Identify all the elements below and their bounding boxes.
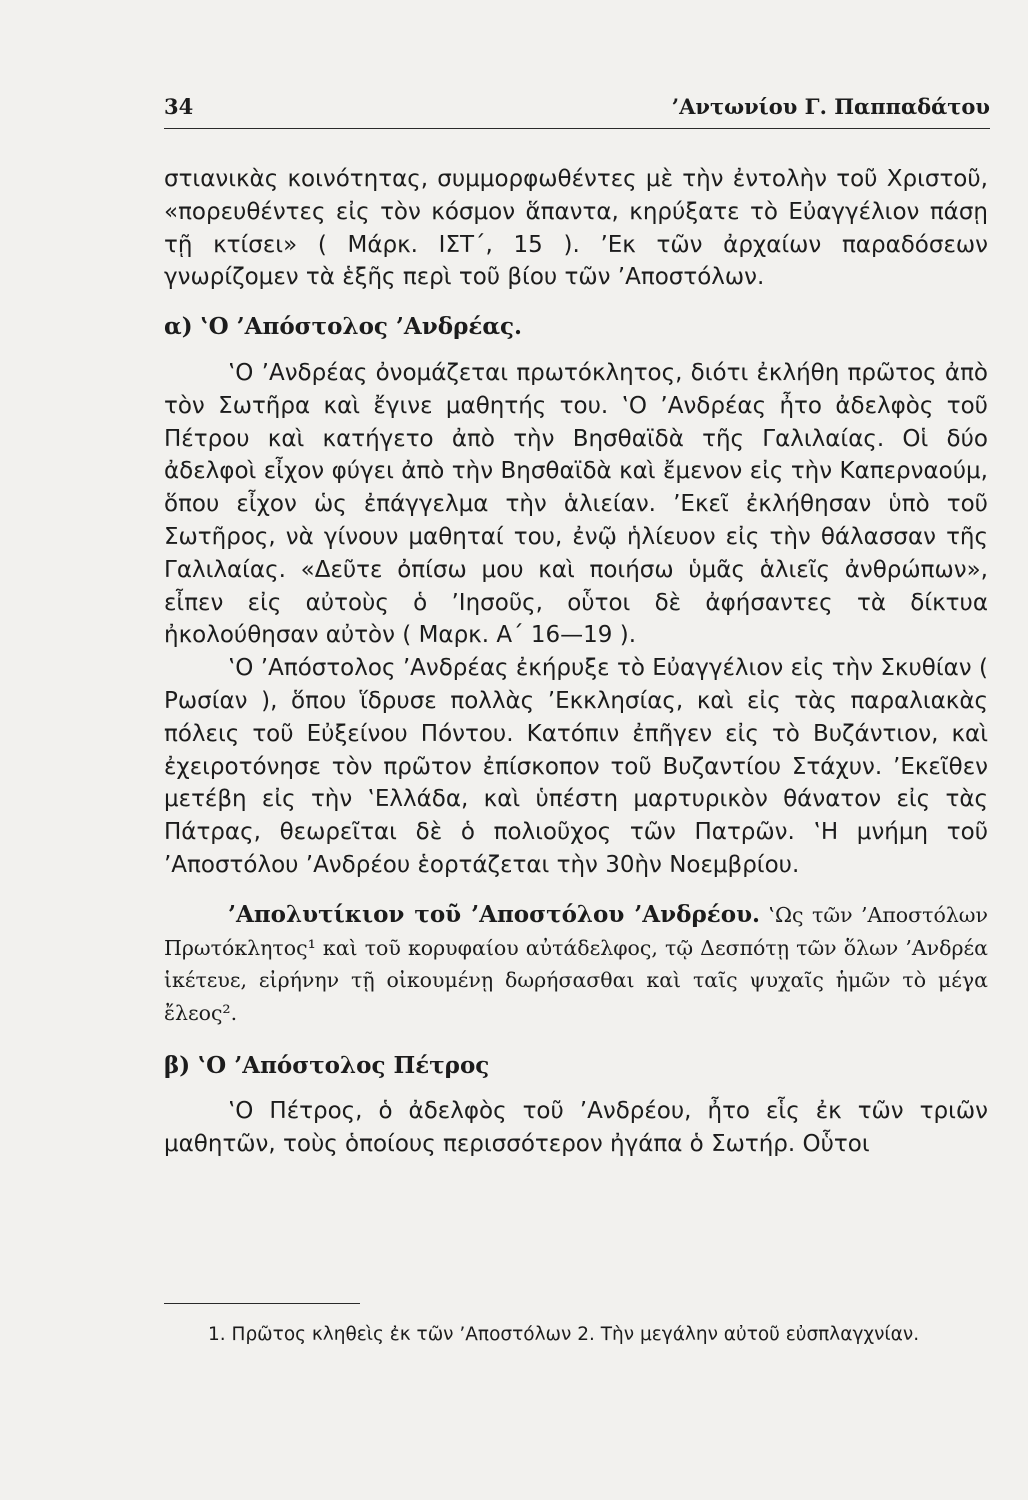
section-heading-petros: β) ‛Ο ’Απόστολος Πέτρος [164,1051,490,1079]
footnotes: 1. Πρῶτος κληθεὶς ἐκ τῶν ’Αποστόλων 2. Τὴν μεγάλην αὐτοῦ εὐσπλαγχνίαν. [208,1324,920,1345]
page-header [164,94,990,119]
running-title: ’Αντωνίου Γ. Παππαδάτου [671,94,990,119]
andreas-paragraph-2: ‛Ο ’Απόστολος ’Ανδρέας ἐκήρυξε τὸ Εὐαγγέλιον εἰς τὴν Σκυθίαν ( Ρωσίαν ), ὅπου ἵδρυσε πολλὰς ’Εκκλησίας, καὶ εἰς τὰς παραλιακὰς πόλεις τοῦ Εὐξείνου Πόντου. Κατόπιν ἐπῆγεν εἰς τὸ Βυζάντιον, καὶ ἐχειροτόνησε τὸν πρῶτον ἐπίσκοπον τοῦ Βυζαντίου Στάχυν. ’Εκεῖθεν μετέβη εἰς τὴν ‛Ελλάδα, καὶ ὑπέστη μαρτυρικὸν θάνατον εἰς τὰς Πάτρας, θεωρεῖται δὲ ὁ πολιοῦχος τῶν Πατρῶν. ‛Η μνήμη τοῦ ’Αποστόλου ’Ανδρέου ἑορτάζεται τὴν 30ὴν Νοεμβρίου. [164,655,988,878]
apolytikion-title: ’Απολυτίκιον τοῦ ’Αποστόλου ’Ανδρέου. [228,900,761,928]
main-text [164,163,988,1160]
apolytikion-text: ‛Ως τῶν ’Αποστόλων Πρωτόκλητος¹ καὶ τοῦ κορυφαίου αὐτάδελφος, τῷ Δεσπότῃ τῶν ὅλων ’Ανδρέα ἱκέτευε, εἰρήνην τῇ οἰκουμένῃ δωρήσασθαι καὶ ταῖς ψυχαῖς ἡμῶν τὸ μέγα ἔλεος². [164,902,988,1026]
page-number: 34 [164,94,194,119]
apolytikion-paragraph [164,899,988,1030]
section-heading-andreas: α) ‛Ο ’Απόστολος ’Ανδρέας. [164,313,523,341]
andreas-paragraph-1: ‛Ο ’Ανδρέας ὀνομάζεται πρωτόκλητος, διότι ἐκλήθη πρῶτος ἀπὸ τὸν Σωτῆρα καὶ ἔγινε μαθητής του. ‛Ο ’Ανδρέας ἦτο ἀδελφὸς τοῦ Πέτρου καὶ κατήγετο ἀπὸ τὴν Βησθαϊδὰ τῆς Γαλιλαίας. Οἱ δύο ἀδελφοὶ εἶχον φύγει ἀπὸ τὴν Βησθαϊδὰ καὶ ἔμενον εἰς τὴν Καπερναούμ, ὅπου εἶχον ὡς ἐπάγγελμα τὴν ἁλιείαν. ’Εκεῖ ἐκλήθησαν ὑπὸ τοῦ Σωτῆρος, νὰ γίνουν μαθηταί του, ἐνῷ ἡλίευον εἰς τὴν θάλασσαν τῆς Γαλιλαίας. «Δεῦτε ὀπίσω μου καὶ ποιήσω ὑμᾶς ἁλιεῖς ἀνθρώπων», εἶπεν εἰς αὐτοὺς ὁ ’Ιησοῦς, οὗτοι δὲ ἀφήσαντες τὰ δίκτυα ἠκολούθησαν αὐτὸν ( Μαρκ. Α΄ 16—19 ). [164,359,988,649]
intro-paragraph: στιανικὰς κοινότητας, συμμορφωθέντες μὲ τὴν ἐντολὴν τοῦ Χριστοῦ, «πορευθέντες εἰς τὸν κόσμον ἅπαντα, κηρύξατε τὸ Εὐαγγέλιον πάσῃ τῇ κτίσει» ( Μάρκ. ΙΣΤ΄, 15 ). ’Εκ τῶν ἀρχαίων παραδόσεων γνωρίζομεν τὰ ἑξῆς περὶ τοῦ βίου τῶν ’Αποστόλων. [164,166,988,291]
header-rule [164,128,990,129]
petros-paragraph-1: ‛Ο Πέτρος, ὁ ἀδελφὸς τοῦ ’Ανδρέου, ἦτο εἷς ἐκ τῶν τριῶν μαθητῶν, τοὺς ὁποίους περισσότερον ἠγάπα ὁ Σωτήρ. Οὗτοι [164,1097,988,1157]
footnote-rule [164,1303,360,1304]
